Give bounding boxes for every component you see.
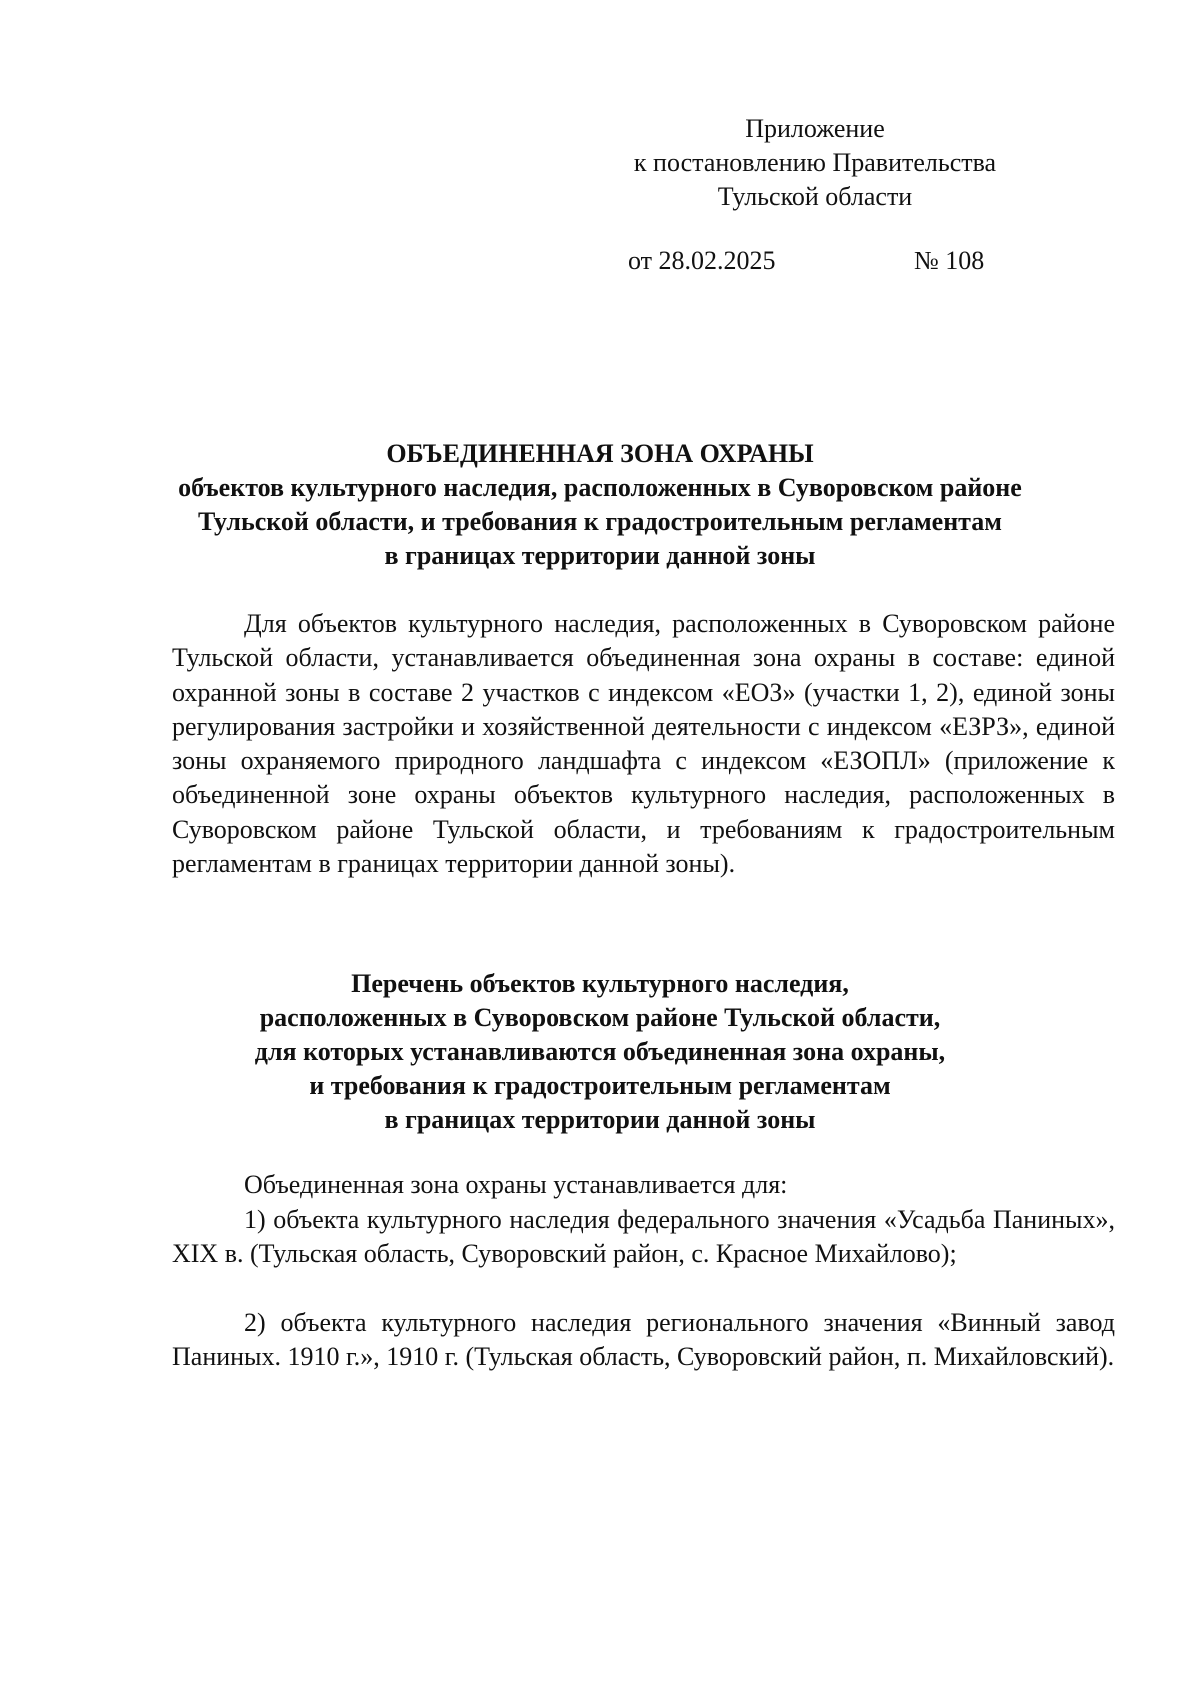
title-line: Тульской области, и требования к градостроительным регламентам [198,507,1002,536]
appendix-line: Тульской области [717,182,913,211]
appendix-line: к постановлению Правительства [633,148,997,177]
list-item: 1) объекта культурного наследия федерального значения «Усадьба Паниных», XIX в. (Тульская область, Суворовский район, с. Красное Михайлово); [172,1205,1115,1269]
list-item: 2) объекта культурного наследия регионального значения «Винный завод Паниных. 1910 г.», 1910 г. (Тульская область, Суворовский район, п. Михайловский). [172,1308,1115,1372]
list-title [140,967,1060,1137]
intro-paragraph: Для объектов культурного наследия, расположенных в Суворовском районе Тульской области, устанавливается объединенная зона охраны в составе: единой охранной зоны в составе 2 участков с индексом «ЕОЗ» (участки 1, 2), единой зоны регулирования застройки и хозяйственной деятельности с индексом «ЕЗРЗ», единой зоны охраняемого природного ландшафта с индексом «ЕЗОПЛ» (приложение к объединенной зоне охраны объектов культурного наследия, расположенных в Суворовском районе Тульской области, и требованиям к градостроительным регламентам в границах территории данной зоны). [172,609,1115,879]
title-line: объектов культурного наследия, расположенных в Суворовском районе [178,473,1022,502]
appendix-header [600,112,1030,214]
appendix-line: Приложение [745,114,885,143]
list-title-line: расположенных в Суворовском районе Тульской области, [259,1003,941,1032]
list-title-line: для которых устанавливаются объединенная зона охраны, [254,1037,946,1066]
title-line: в границах территории данной зоны [384,541,816,570]
title-line: ОБЪЕДИНЕННАЯ ЗОНА ОХРАНЫ [386,439,814,468]
document-title [140,437,1060,573]
document-date: от 28.02.2025 [628,246,776,275]
list-title-line: и требования к градостроительным регламентам [309,1071,891,1100]
list-title-line: в границах территории данной зоны [384,1105,816,1134]
list-lead: Объединенная зона охраны устанавливается для: [244,1170,788,1199]
document-number: № 108 [914,246,985,275]
list-title-line: Перечень объектов культурного наследия, [351,969,849,998]
